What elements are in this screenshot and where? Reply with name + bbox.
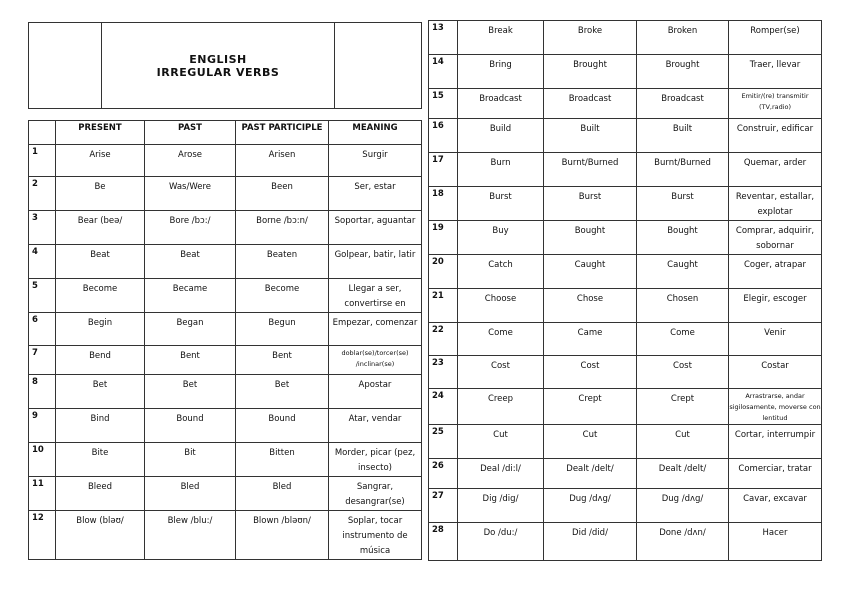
past-participle-cell: Bet [236, 375, 329, 409]
past-cell: Dug /dʌg/ [544, 489, 637, 523]
past-cell: Beat [145, 245, 236, 279]
past-cell: Did /did/ [544, 523, 637, 561]
row-number: 21 [429, 289, 458, 323]
meaning-cell: Costar [729, 356, 822, 389]
row-number: 8 [29, 375, 56, 409]
present-cell: Catch [458, 255, 544, 289]
meaning-cell: Comprar, adquirir, sobornar [729, 221, 822, 255]
table-row [429, 389, 822, 425]
present-cell: Break [458, 21, 544, 55]
row-number: 17 [429, 153, 458, 187]
past-cell: Brought [544, 55, 637, 89]
present-cell: Come [458, 323, 544, 356]
meaning-cell: Soportar, aguantar [329, 211, 422, 245]
past-cell: Broadcast [544, 89, 637, 119]
row-number: 10 [29, 443, 56, 477]
past-participle-cell: Bound [236, 409, 329, 443]
past-cell: Cost [544, 356, 637, 389]
present-cell: Cost [458, 356, 544, 389]
meaning-cell: Traer, llevar [729, 55, 822, 89]
meaning-cell: Cortar, interrumpir [729, 425, 822, 459]
past-participle-cell: Come [637, 323, 729, 356]
meaning-cell: Soplar, tocar instrumento de música [329, 511, 422, 560]
past-cell: Was/Were [145, 177, 236, 211]
past-participle-cell: Chosen [637, 289, 729, 323]
header-past: PAST [145, 121, 236, 145]
table-row [29, 375, 422, 409]
past-cell: Bet [145, 375, 236, 409]
past-participle-cell: Broken [637, 21, 729, 55]
past-participle-cell: Crept [637, 389, 729, 425]
table-row [429, 356, 822, 389]
past-participle-cell: Cut [637, 425, 729, 459]
meaning-cell: Sangrar, desangrar(se) [329, 477, 422, 511]
past-participle-cell: Begun [236, 313, 329, 346]
present-cell: Become [56, 279, 145, 313]
present-cell: Arise [56, 145, 145, 177]
meaning-cell: Venir [729, 323, 822, 356]
meaning-cell: Morder, picar (pez, insecto) [329, 443, 422, 477]
past-participle-cell: Brought [637, 55, 729, 89]
present-cell: Bend [56, 346, 145, 375]
meaning-cell: Quemar, arder [729, 153, 822, 187]
present-cell: Bear (beə/ [56, 211, 145, 245]
past-cell: Caught [544, 255, 637, 289]
present-cell: Bet [56, 375, 145, 409]
table-row [29, 245, 422, 279]
row-number: 18 [429, 187, 458, 221]
past-cell: Came [544, 323, 637, 356]
present-cell: Be [56, 177, 145, 211]
row-number: 25 [429, 425, 458, 459]
row-number: 15 [429, 89, 458, 119]
row-number: 24 [429, 389, 458, 425]
present-cell: Deal /di:l/ [458, 459, 544, 489]
past-cell: Chose [544, 289, 637, 323]
table-row [29, 177, 422, 211]
verbs-table-left [28, 120, 422, 560]
present-cell: Begin [56, 313, 145, 346]
row-number: 2 [29, 177, 56, 211]
past-participle-cell: Dealt /delt/ [637, 459, 729, 489]
meaning-cell: Emitir/(re) transmitir (TV,radio) [729, 89, 822, 119]
row-number: 1 [29, 145, 56, 177]
past-participle-cell: Bitten [236, 443, 329, 477]
table-row [29, 211, 422, 245]
past-cell: Bore /bɔ:/ [145, 211, 236, 245]
meaning-cell: Hacer [729, 523, 822, 561]
present-cell: Burst [458, 187, 544, 221]
table-row [429, 89, 822, 119]
past-participle-cell: Done /dʌn/ [637, 523, 729, 561]
present-cell: Cut [458, 425, 544, 459]
meaning-cell: Atar, vendar [329, 409, 422, 443]
meaning-cell: Elegir, escoger [729, 289, 822, 323]
past-participle-cell: Built [637, 119, 729, 153]
table-row [429, 221, 822, 255]
row-number: 14 [429, 55, 458, 89]
present-cell: Do /du:/ [458, 523, 544, 561]
row-number: 4 [29, 245, 56, 279]
table-row [429, 459, 822, 489]
past-participle-cell: Become [236, 279, 329, 313]
table-row [29, 346, 422, 375]
past-cell: Cut [544, 425, 637, 459]
page-title [102, 23, 335, 109]
table-row [429, 119, 822, 153]
title-line-1: ENGLISH [189, 52, 247, 66]
row-number: 7 [29, 346, 56, 375]
present-cell: Bleed [56, 477, 145, 511]
past-participle-cell: Caught [637, 255, 729, 289]
past-cell: Bought [544, 221, 637, 255]
meaning-cell: Ser, estar [329, 177, 422, 211]
verbs-table-right [428, 20, 822, 561]
meaning-cell: Arrastrarse, andar sigilosamente, moverse con lentitud [729, 389, 822, 425]
meaning-cell: doblar(se)/torcer(se) /inclinar(se) [329, 346, 422, 375]
header-past-participle: PAST PARTICIPLE [236, 121, 329, 145]
past-cell: Broke [544, 21, 637, 55]
past-participle-cell: Burnt/Burned [637, 153, 729, 187]
table-row [429, 489, 822, 523]
meaning-cell: Llegar a ser, convertirse en [329, 279, 422, 313]
row-number: 3 [29, 211, 56, 245]
present-cell: Dig /dig/ [458, 489, 544, 523]
title-box [28, 22, 422, 109]
present-cell: Choose [458, 289, 544, 323]
past-cell: Bit [145, 443, 236, 477]
past-cell: Began [145, 313, 236, 346]
row-number: 11 [29, 477, 56, 511]
table-row [29, 477, 422, 511]
title-blank-left [29, 23, 102, 109]
row-number: 6 [29, 313, 56, 346]
table-row [429, 153, 822, 187]
table-row [429, 55, 822, 89]
table-row [429, 289, 822, 323]
table-row [29, 145, 422, 177]
row-number: 28 [429, 523, 458, 561]
header-number [29, 121, 56, 145]
present-cell: Burn [458, 153, 544, 187]
table-row [429, 187, 822, 221]
header-meaning: MEANING [329, 121, 422, 145]
table-row [429, 425, 822, 459]
past-participle-cell: Borne /bɔ:n/ [236, 211, 329, 245]
table-row [429, 523, 822, 561]
past-participle-cell: Blown /bləʊn/ [236, 511, 329, 560]
past-participle-cell: Cost [637, 356, 729, 389]
row-number: 26 [429, 459, 458, 489]
title-line-2: IRREGULAR VERBS [156, 65, 280, 79]
meaning-cell: Comerciar, tratar [729, 459, 822, 489]
row-number: 23 [429, 356, 458, 389]
past-participle-cell: Burst [637, 187, 729, 221]
past-participle-cell: Bought [637, 221, 729, 255]
meaning-cell: Romper(se) [729, 21, 822, 55]
past-cell: Bound [145, 409, 236, 443]
row-number: 12 [29, 511, 56, 560]
past-participle-cell: Dug /dʌg/ [637, 489, 729, 523]
table-row [429, 21, 822, 55]
present-cell: Bind [56, 409, 145, 443]
present-cell: Buy [458, 221, 544, 255]
row-number: 20 [429, 255, 458, 289]
past-cell: Arose [145, 145, 236, 177]
header-present: PRESENT [56, 121, 145, 145]
table-header-row [29, 121, 422, 145]
past-participle-cell: Bled [236, 477, 329, 511]
past-participle-cell: Beaten [236, 245, 329, 279]
past-participle-cell: Broadcast [637, 89, 729, 119]
meaning-cell: Cavar, excavar [729, 489, 822, 523]
table-row [29, 313, 422, 346]
row-number: 22 [429, 323, 458, 356]
meaning-cell: Coger, atrapar [729, 255, 822, 289]
meaning-cell: Apostar [329, 375, 422, 409]
present-cell: Broadcast [458, 89, 544, 119]
row-number: 13 [429, 21, 458, 55]
past-cell: Bent [145, 346, 236, 375]
row-number: 27 [429, 489, 458, 523]
present-cell: Creep [458, 389, 544, 425]
row-number: 16 [429, 119, 458, 153]
present-cell: Beat [56, 245, 145, 279]
table-row [29, 443, 422, 477]
row-number: 9 [29, 409, 56, 443]
past-cell: Crept [544, 389, 637, 425]
meaning-cell: Empezar, comenzar [329, 313, 422, 346]
past-cell: Blew /blu:/ [145, 511, 236, 560]
present-cell: Build [458, 119, 544, 153]
past-cell: Burst [544, 187, 637, 221]
past-participle-cell: Been [236, 177, 329, 211]
present-cell: Bite [56, 443, 145, 477]
past-cell: Dealt /delt/ [544, 459, 637, 489]
table-row [29, 409, 422, 443]
row-number: 19 [429, 221, 458, 255]
row-number: 5 [29, 279, 56, 313]
present-cell: Bring [458, 55, 544, 89]
table-row [429, 323, 822, 356]
meaning-cell: Golpear, batir, latir [329, 245, 422, 279]
table-row [429, 255, 822, 289]
table-row [29, 511, 422, 560]
meaning-cell: Reventar, estallar, explotar [729, 187, 822, 221]
past-cell: Became [145, 279, 236, 313]
past-cell: Burnt/Burned [544, 153, 637, 187]
past-participle-cell: Bent [236, 346, 329, 375]
present-cell: Blow (bləʊ/ [56, 511, 145, 560]
past-cell: Bled [145, 477, 236, 511]
past-cell: Built [544, 119, 637, 153]
meaning-cell: Surgir [329, 145, 422, 177]
past-participle-cell: Arisen [236, 145, 329, 177]
meaning-cell: Construir, edificar [729, 119, 822, 153]
title-blank-right [335, 23, 422, 109]
table-row [29, 279, 422, 313]
